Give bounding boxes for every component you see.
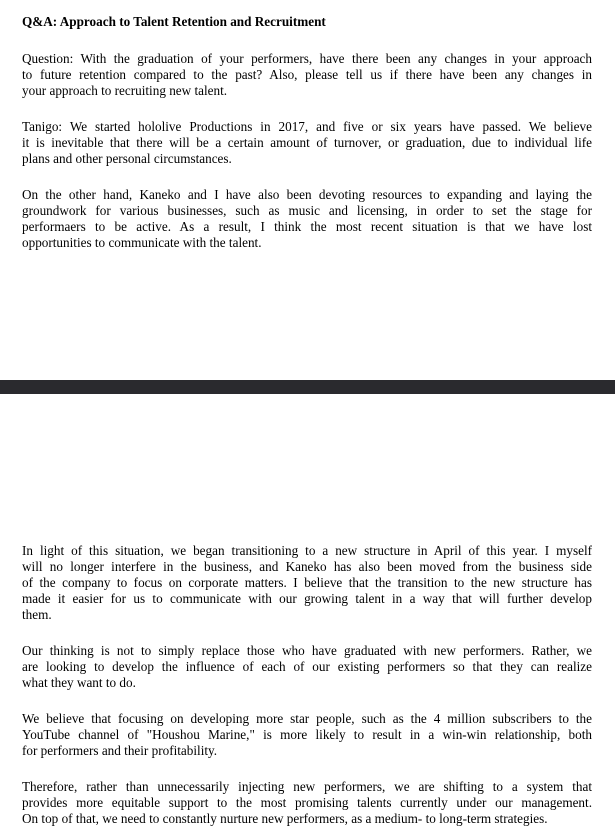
page-separator [0,380,615,394]
paragraph-answer-1 [22,119,592,167]
text-line: plans and other personal circumstances. [22,151,232,166]
text-line: Question: With the graduation of your performers, have there been any changes in your approach [22,51,592,66]
text-line: performaers to be active. As a result, I think the most recent situation is that we have lost [22,219,592,234]
text-line: Tanigo: We started hololive Productions in 2017, and five or six years have passed. We believe [22,119,592,134]
paragraph-answer-6 [22,779,592,827]
text-line: to future retention compared to the past? Also, please tell us if there have been any changes in [22,67,592,82]
text-line: We believe that focusing on developing more star people, such as the 4 million subscribers to the [22,711,592,726]
text-line: for performers and their profitability. [22,743,218,758]
text-line: Our thinking is not to simply replace those who have graduated with new performers. Rather, we [22,643,592,658]
text-line: will no longer interfere in the business, and Kaneko has also been moved from the business side [22,559,592,574]
text-line: YouTube channel of "Houshou Marine," is more likely to result in a win-win relationship, both [22,727,592,742]
paragraph-answer-5 [22,711,592,759]
paragraph-question [22,51,592,99]
text-line: what they want to do. [22,675,136,690]
text-line: are looking to develop the influence of each of our existing performers so that they can realize [22,659,592,674]
text-line: it is inevitable that there will be a certain amount of turnover, or graduation, due to individual life [22,135,592,150]
text-line: of the company to focus on corporate matters. I believe that the transition to the new structure has [22,575,592,590]
text-line: groundwork for various businesses, such as music and licensing, in order to set the stage for [22,203,592,218]
text-line: your approach to recruiting new talent. [22,83,228,98]
text-line: them. [22,607,52,622]
text-line: made it easier for us to communicate with our growing talent in a way that will further develop [22,591,592,606]
text-line: On the other hand, Kaneko and I have also been devoting resources to expanding and laying the [22,187,592,202]
text-line: provides more equitable support to the most promising talents currently under our management. [22,795,592,810]
paragraph-answer-2 [22,187,592,251]
text-line: In light of this situation, we began transitioning to a new structure in April of this year. I myself [22,543,592,558]
paragraph-answer-3 [22,543,592,623]
paragraph-answer-4 [22,643,592,691]
text-line: opportunities to communicate with the talent. [22,235,262,250]
page-1-content [0,0,615,380]
text-line: On top of that, we need to constantly nurture new performers, as a medium- to long-term strategies. [22,811,548,826]
document-title: Q&A: Approach to Talent Retention and Recruitment [22,14,326,29]
text-line: Therefore, rather than unnecessarily injecting new performers, we are shifting to a system that [22,779,592,794]
page-2-content [0,394,615,827]
